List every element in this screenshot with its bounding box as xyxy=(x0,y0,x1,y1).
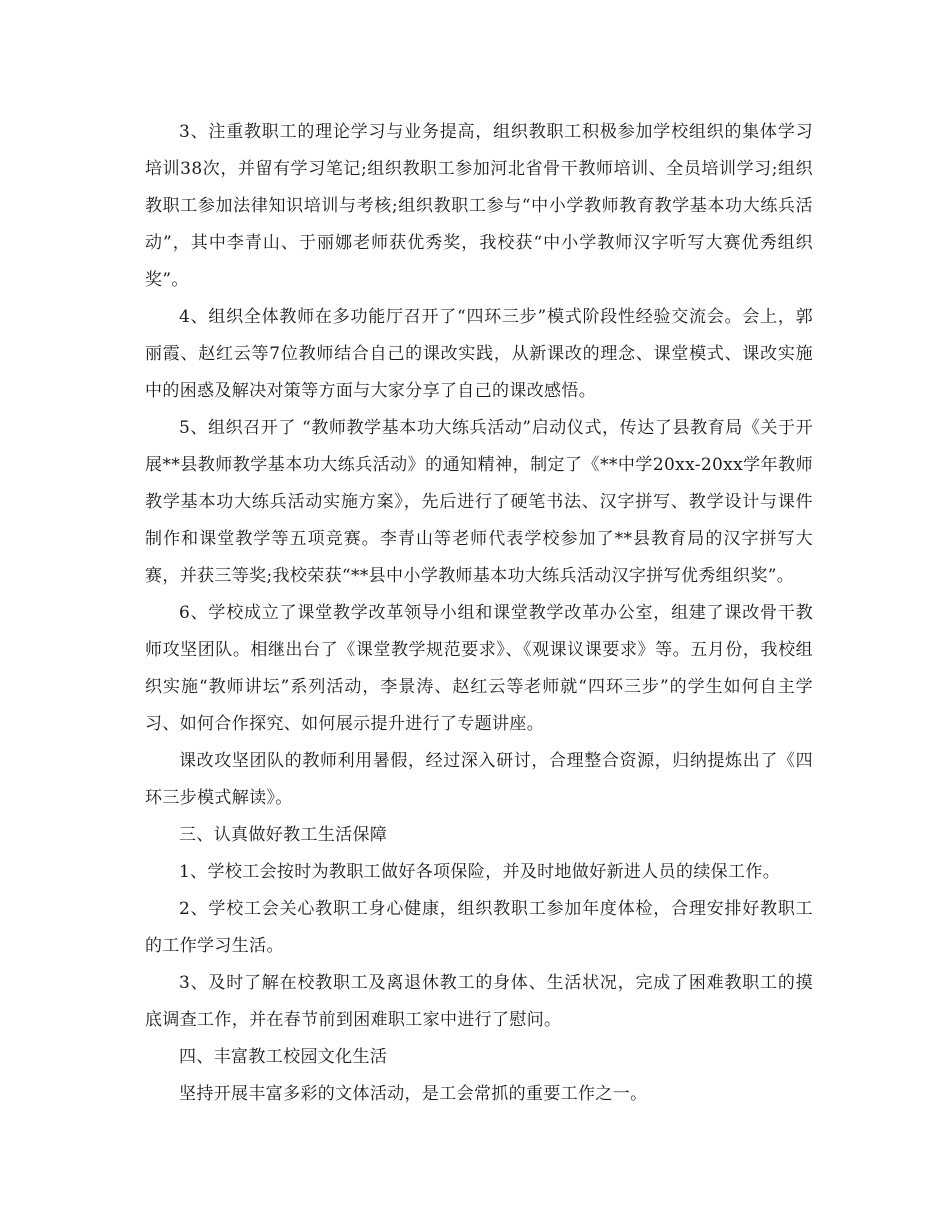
paragraph-activities: 坚持开展丰富多彩的文体活动，是工会常抓的重要工作之一。 xyxy=(179,1084,648,1104)
section-heading-culture: 四、丰富教工校园文化生活 xyxy=(179,1047,388,1067)
paragraph-reform-team: 6、学校成立了课堂教学改革领导小组和课堂教学改革办公室，组建了课改骨干教师攻坚团队。相继出台了《课堂教学规范要求》、《观课议课要求》等。五月份，我校组织实施“教师讲坛”系列活动，李景涛、赵红云等老师就“四环三步”的学生如何自主学习、如何合作探究、如何展示提升进行了专题讲座。 xyxy=(145,603,813,734)
paragraph-insurance: 1、学校工会按时为教职工做好各项保险，并及时地做好新进人员的续保工作。 xyxy=(179,862,781,882)
paragraph-training: 3、注重教职工的理论学习与业务提高，组织教职工积极参加学校组织的集体学习培训38次，并留有学习笔记;组织教职工参加河北省骨干教师培训、全员培训学习;组织教职工参加法律知识培训与考核;组织教职工参与“中小学教师教育教学基本功大练兵活动”，其中李青山、于丽娜老师获优秀奖，我校获“中小学教师汉字听写大赛优秀组织奖”。 xyxy=(145,122,813,290)
paragraph-exchange-meeting: 4、组织全体教师在多功能厅召开了“四环三步”模式阶段性经验交流会。会上，郭丽霞、赵红云等7位教师结合自己的课改实践，从新课改的理念、课堂模式、课改实施中的困惑及解决对策等方面与大家分享了自己的课改感悟。 xyxy=(145,307,813,401)
paragraph-skills-campaign: 5、组织召开了 “教师教学基本功大练兵活动”启动仪式，传达了县教育局《关于开展**县教师教学基本功大练兵活动》的通知精神，制定了《**中学20xx-20xx学年教师教学基本功大练兵活动实施方案》，先后进行了硬笔书法、汉字拼写、教学设计与课件制作和课堂教学等五项竞赛。李青山等老师代表学校参加了**县教育局的汉字拼写大赛，并获三等奖;我校荣获“**县中小学教师基本功大练兵活动汉字拼写优秀组织奖”。 xyxy=(145,418,813,586)
paragraph-summer-research: 课改攻坚团队的教师利用暑假，经过深入研讨，合理整合资源，归纳提炼出了《四环三步模式解读》。 xyxy=(145,751,813,808)
section-heading-welfare: 三、认真做好教工生活保障 xyxy=(179,825,388,845)
document-body xyxy=(145,114,813,1113)
paragraph-condolence: 3、及时了解在校教职工及离退休教工的身体、生活状况，完成了困难教职工的摸底调查工作，并在春节前到困难职工家中进行了慰问。 xyxy=(145,973,813,1030)
paragraph-health-check: 2、学校工会关心教职工身心健康，组织教职工参加年度体检，合理安排好教职工的工作学习生活。 xyxy=(145,899,813,956)
